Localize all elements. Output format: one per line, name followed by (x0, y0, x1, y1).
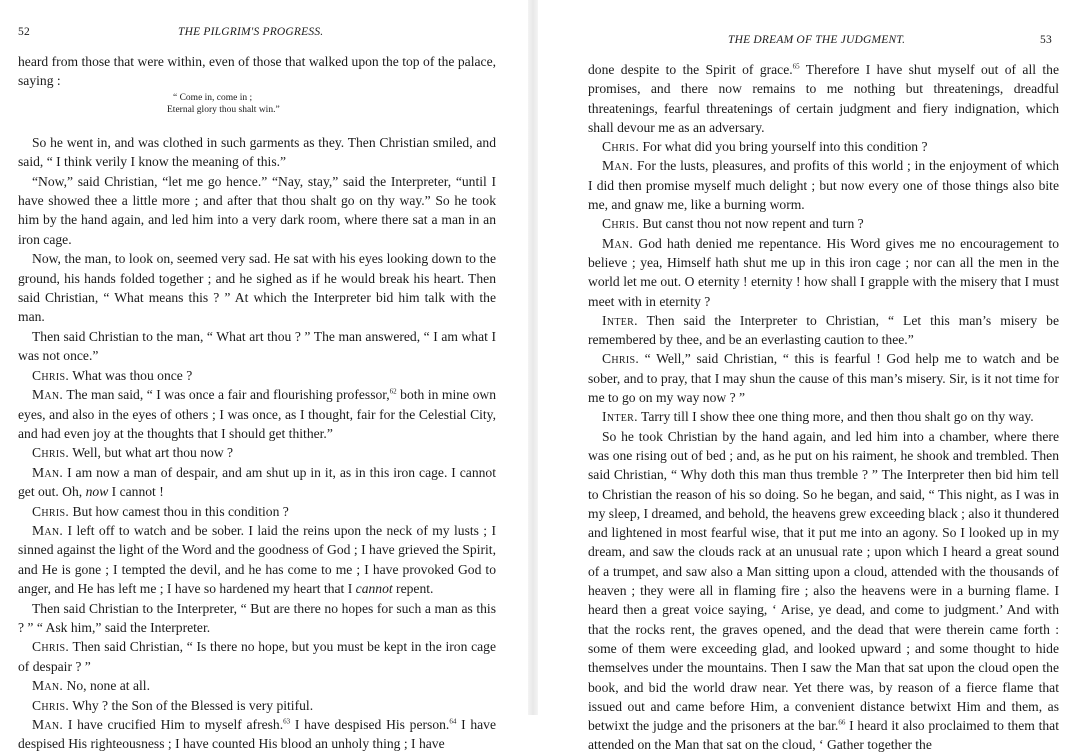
footnote-ref: 63 (283, 717, 291, 726)
left-page (0, 0, 528, 752)
right-page (538, 0, 1077, 753)
dialogue-line: Chris. “ Well,” said Christian, “ this is fearful ! God help me to watch and be sober, and to pray, that I may shun the cause of this man’s misery. Sir, is it not time for me to go on my way now ? ” (588, 351, 1059, 406)
verse-line: “ Come in, come in ; (173, 92, 253, 103)
dialogue-line: Chris. Then said Christian, “ Is there no hope, but you must be kept in the iron cage of despair ? ” (18, 639, 496, 674)
footnote-ref: 62 (389, 387, 397, 396)
dialogue-line: Chris. For what did you bring yourself into this condition ? (602, 139, 928, 155)
dialogue-line: Chris. But canst thou not now repent and turn ? (602, 216, 864, 232)
speaker-label: Chris. (32, 697, 70, 713)
speaker-label: Inter. (602, 312, 638, 328)
speaker-label: Man. (32, 717, 64, 732)
speaker-label: Man. (32, 522, 64, 538)
paragraph: heard from those that were within, even of those that walked upon the top of the palace, saying : (18, 54, 496, 89)
page-number-right: 53 (1040, 34, 1052, 46)
dialogue-line: Chris. But how camest thou in this condition ? (32, 503, 289, 519)
dialogue-line: Chris. Well, but what art thou now ? (32, 445, 234, 461)
speaker-label: Man. (602, 158, 634, 174)
dialogue-line: Chris. What was thou once ? (32, 367, 193, 383)
dialogue-line: Man. I am now a man of despair, and am shut up in it, as in this iron cage. I cannot get out. Oh, now I cannot ! (18, 464, 496, 500)
left-page-text (18, 52, 496, 754)
paragraph: Now, the man, to look on, seemed very sad. He sat with his eyes looking down to the ground, his hands folded together ; and he sighed as if he would break his heart. Then said Christian, “ What means this ? ” At which the Interpreter bid him talk with the man. (18, 251, 496, 325)
speaker-label: Chris. (32, 445, 70, 461)
footnote-ref: 65 (792, 62, 800, 71)
speaker-label: Chris. (602, 351, 640, 367)
speaker-label: Man. (602, 235, 634, 251)
paragraph: Then said Christian to the Interpreter, “ But are there no hopes for such a man as this ? ” “ Ask him,” said the Interpreter. (18, 600, 496, 635)
dialogue-line: Man. I left off to watch and be sober. I laid the reins upon the neck of my lusts ; I sinned against the light of the Word and the goodness of God ; I have grieved the Spirit, and He is gone ; I tempted the devil, and he has come to me ; I have provoked God to anger, and He has left me ; I have so hardened my heart that I cannot repent. (18, 522, 496, 597)
verse-line: Eternal glory thou shalt win.” (167, 104, 280, 115)
speaker-label: Chris. (602, 216, 640, 232)
dialogue-line: Man. I have crucified Him to myself afresh.$^{63}$ I have despised His person.$^{64}$ I have despised His righteousness ; I have counted His blood an unholy thing ; I have (18, 717, 496, 752)
dialogue-line: Man. God hath denied me repentance. His Word gives me no encouragement to believe ; yea, Himself hath shut me up in this iron cage ; nor can all the men in the world let me out. O eternity ! eternity ! how shall I grapple with the misery that I must meet with in eternity ? (588, 235, 1059, 309)
paragraph: “Now,” said Christian, “let me go hence.” “Nay, stay,” said the Interpreter, “until I have showed thee a little more ; and after that thou shalt go on thy way.” So he took him by the hand again, and led him into a very dark room, where there sat a man in an iron cage. (18, 173, 496, 247)
speaker-label: Man. (32, 678, 64, 694)
dialogue-line: Man. For the lusts, pleasures, and profits of this world ; in the enjoyment of which I did then promise myself much delight ; but now every one of those things also bite me, and gnaw me, like a burning worm. (588, 158, 1059, 213)
dialogue-line: Man. No, none at all. (32, 678, 150, 694)
page-number-left: 52 (18, 26, 30, 38)
speaker-label: Chris. (32, 367, 70, 383)
paragraph: So he took Christian by the hand again, and led him into a chamber, where there was one rising out of bed ; and, as he put on his raiment, he shook and trembled. Then said Christian, “ Why doth this man thus tremble ? ” The Interpreter then bid him tell to Christian the reason of his so doing. So he began, and said, “ This night, as I was in my sleep, I dreamed, and behold, the heavens grew exceeding black ; also it thundered and lightened in most fearful wise, that it put me into an agony. So I looked up in my dream, and saw the clouds rack at an unusual rate ; upon which I heard a great sound of a trumpet, and saw also a Man sitting upon a cloud, attended with the thousands of heaven ; they were all in flaming fire ; also the heavens were in a burning flame. I heard then a great voice saying, ‘ Arise, ye dead, and come to judgment.’ And with that the rocks rent, the graves opened, and the dead that were therein came forth : some of them were exceeding glad, and looked upward ; and some thought to hide themselves under the mountains. Then I saw the Man that sat upon the cloud open the book, and bid the world draw near. Yet there was, by reason of a fierce flame that issued out and came before Him, a convenient distance betwixt Him and them, as betwixt the judge and the prisoners at the bar.$^{66}$ I heard it also proclaimed to them that attended on the Man that sat on the cloud, ‘ Gather together the (588, 428, 1059, 753)
paragraph: done despite to the Spirit of grace.$^{65}$ Therefore I have shut myself out of all the promises, and there now remains to me nothing but threatenings, dreadful threatenings, fearful threatenings of certain judgment and fiery indignation, which shall devour me as an adversary. (588, 62, 1059, 135)
speaker-label: Man. (32, 387, 64, 403)
verse-quote (167, 92, 496, 116)
speaker-label: Chris. (602, 139, 640, 155)
running-title-left: THE PILGRIM'S PROGRESS. (178, 26, 324, 38)
paragraph: Then said Christian to the man, “ What art thou ? ” The man answered, “ I am what I was not once.” (18, 328, 496, 364)
paragraph: So he went in, and was clothed in such garments as they. Then Christian smiled, and said, “ I think verily I know the meaning of this.” (18, 134, 496, 170)
speaker-label: Inter. (602, 409, 638, 425)
speaker-label: Chris. (32, 503, 70, 519)
dialogue-line: Man. The man said, “ I was once a fair and flourishing professor,$^{62}$ both in mine own eyes, and also in the eyes of others ; I was once, as I thought, fair for the Celestial City, and had even joy at the thoughts that I should get thither.” (18, 387, 496, 441)
running-title-right: THE DREAM OF THE JUDGMENT. (728, 34, 906, 46)
book-gutter (528, 0, 538, 715)
speaker-label: Chris. (32, 639, 70, 655)
speaker-label: Man. (32, 464, 64, 480)
dialogue-line: Inter. Tarry till I show thee one thing more, and then thou shalt go on thy way. (602, 409, 1034, 425)
footnote-ref: 66 (838, 718, 846, 727)
right-page-text (588, 60, 1059, 755)
footnote-ref: 64 (449, 717, 457, 726)
dialogue-line: Chris. Why ? the Son of the Blessed is very pitiful. (32, 697, 314, 713)
dialogue-line: Inter. Then said the Interpreter to Christian, “ Let this man’s misery be remembered by thee, and be an everlasting caution to thee.” (588, 312, 1059, 348)
